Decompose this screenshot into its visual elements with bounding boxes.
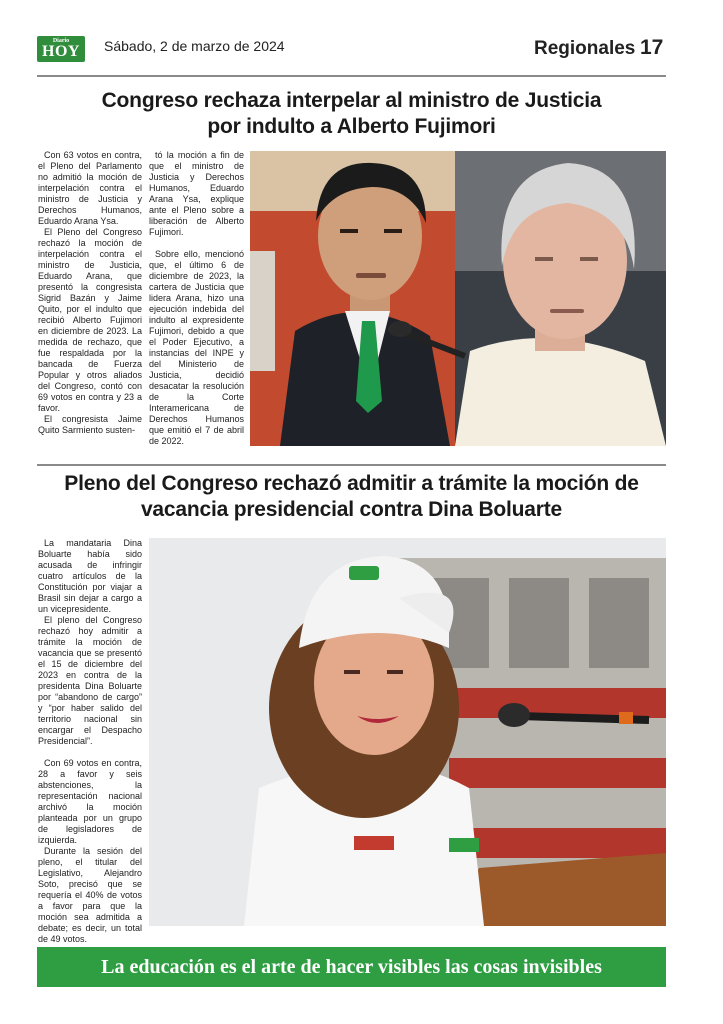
article2-paragraph: Durante la sesión del pleno, el titular del Legislativo, Alejandro Soto, precisó que se requería el 40% de votos a favor para que la moción sea admitida a debate; es decir, un total de 49 votos. <box>38 846 142 944</box>
article2-paragraph: Con 69 votos en contra, 28 a favor y seis abstenciones, la representación nacional archivó la moción planteada por un grupo de legisladores de izquierda. <box>38 758 142 845</box>
article1-headline <box>40 88 663 140</box>
president-photo-illustration <box>149 538 666 926</box>
article1-headline-line2: por indulto a Alberto Fujimori <box>207 115 496 138</box>
article1-paragraph: Con 63 votos en contra, el Pleno del Parlamento no admitió la moción de interpelación contra el ministro de Justicia y Derechos Humanos, Eduardo Arana Ysa. <box>38 150 142 226</box>
article2-photo <box>149 538 666 926</box>
article1-photo <box>250 151 666 446</box>
article1-column-2 <box>149 150 244 447</box>
article2-paragraph: La mandataria Dina Boluarte había sido acusada de infringir cuatro artículos de la Constitución por viajar a Brasil sin dejar a cargo a un vicepresidente. <box>38 538 142 614</box>
logo-main-text: HOY <box>42 43 80 60</box>
article1-paragraph: El Pleno del Congreso rechazó la moción de interpelación contra el ministro de Justicia, Eduardo Arana, que presentó la congresista Sigrid Bazán y Jaime Quito, por el indulto que recibió Alberto Fujimori en diciembre de 2023. La medida de rechazo, que fue respaldada por la bancada de Fuerza Popular y otros aliados del Congreso, contó con 69 votos en contra y 23 a favor. <box>38 227 142 413</box>
article2-paragraph: El pleno del Congreso rechazó hoy admitir a trámite la moción de vacancia que se presentó el 15 de diciembre del 2023 en contra de la presidenta Dina Boluarte por “abandono de cargo” y “por haber salido del territorio nacional sin encargar el Despacho Presidencial”. <box>38 615 142 746</box>
header-rule <box>37 75 666 77</box>
issue-date: Sábado, 2 de marzo de 2024 <box>104 38 285 54</box>
quote-banner <box>37 947 666 987</box>
article1-column-1 <box>38 150 142 436</box>
article2-headline-line1: Pleno del Congreso rechazó admitir a trámite la moción de <box>64 472 639 495</box>
article1-paragraph: Sobre ello, mencionó que, el último 6 de diciembre de 2023, la cartera de Justicia que lidera Arana, hizo una ejecución indebida del indulto al expresidente Fujimori, debido a que el Poder Ejecutivo, a instancias del INPE y del Ministerio de Justicia, decidió desacatar la resolución de la Corte Interamericana de Derechos Humanos que emitió el 7 de abril de 2022. <box>149 249 244 446</box>
article1-headline-line1: Congreso rechaza interpelar al ministro de Justicia <box>101 89 602 112</box>
section-name: Regionales <box>534 38 636 59</box>
quote-banner-text: La educación es el arte de hacer visibles las cosas invisibles <box>101 956 602 978</box>
logo-small-text: Diario <box>52 38 70 44</box>
article2-headline <box>40 471 663 523</box>
article1-paragraph: El congresista Jaime Quito Sarmiento susten- <box>38 414 142 435</box>
article2-headline-line2: vacancia presidencial contra Dina Boluarte <box>140 498 563 521</box>
article2-column-1 <box>38 538 142 945</box>
article1-paragraph: tó la moción a fin de que el ministro de Justicia y Derechos Humanos, Eduardo Arana Ysa, explique ante el Pleno sobre a liberación de Alberto Fujimori. <box>149 150 244 237</box>
newspaper-logo <box>37 36 85 62</box>
ministers-photo-illustration <box>250 151 666 446</box>
page-number: 17 <box>640 36 664 59</box>
article-separator-rule <box>37 464 666 466</box>
